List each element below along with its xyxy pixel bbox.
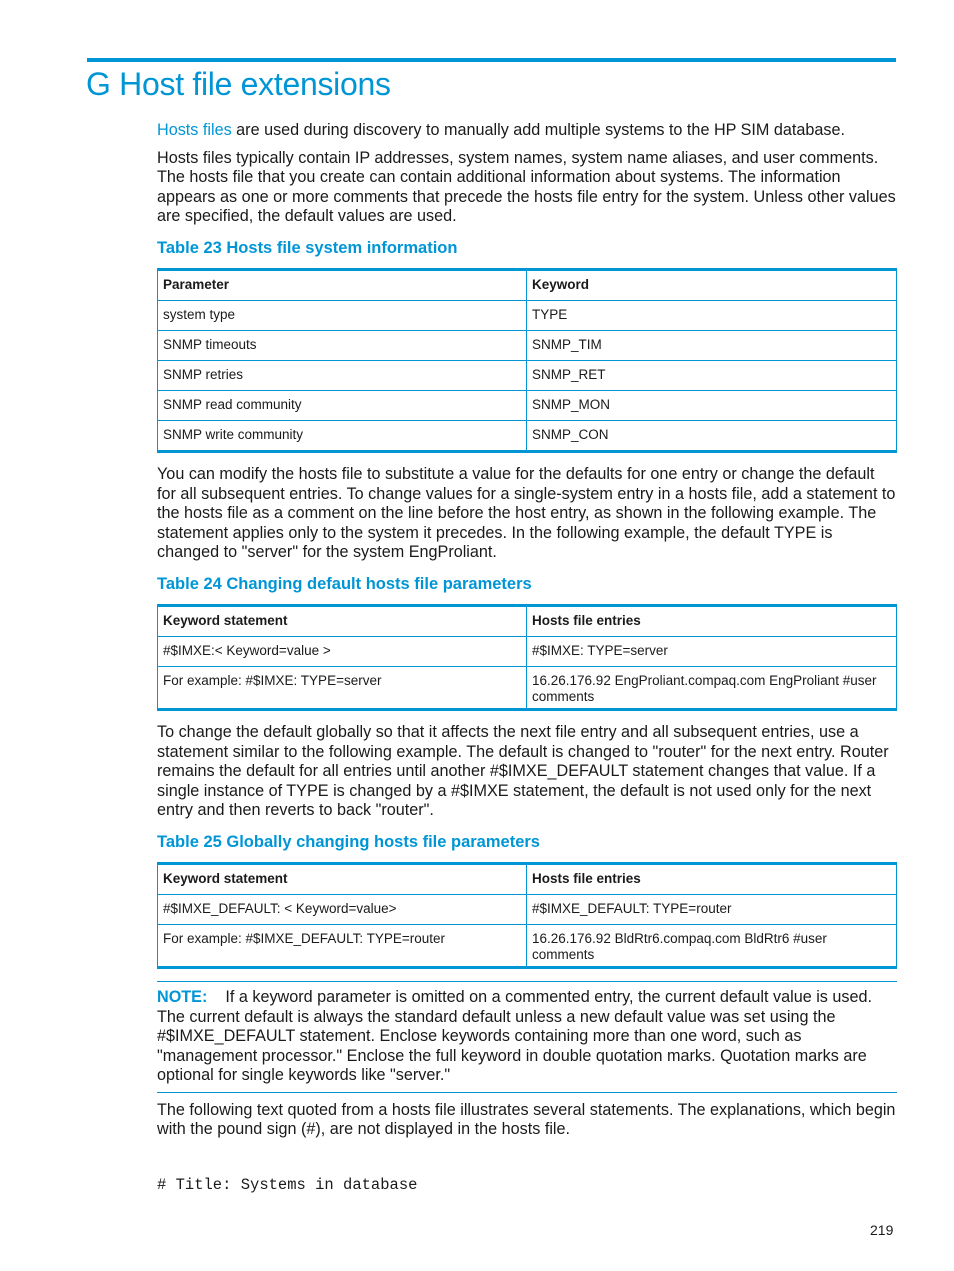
table-23-caption: Table 23 Hosts file system information <box>157 238 458 257</box>
table-header-row <box>158 863 897 894</box>
table-row <box>158 360 897 390</box>
top-rule <box>87 58 896 62</box>
main-content <box>157 121 897 1148</box>
column-header: Keyword <box>527 269 897 300</box>
column-header: Hosts file entries <box>527 863 897 894</box>
table-cell: SNMP read community <box>158 390 527 420</box>
column-header: Keyword statement <box>158 863 527 894</box>
table-24-caption: Table 24 Changing default hosts file parameters <box>157 574 532 593</box>
table-25-caption: Table 25 Globally changing hosts file parameters <box>157 832 540 851</box>
hosts-files-link[interactable]: Hosts files <box>157 121 232 139</box>
paragraph-3: You can modify the hosts file to substitute a value for the defaults for one entry or change the default for all subsequent entries. To change values for a single-system entry in a hosts file, add a statement to the hosts file as a comment on the line before the host entry, as shown in the following example. The statement applies only to the system it precedes. In the following example, the default TYPE is changed to "server" for the system EngProliant. <box>157 464 896 562</box>
column-header: Parameter <box>158 269 527 300</box>
table-cell: SNMP write community <box>158 420 527 451</box>
intro-paragraph-1 <box>157 121 897 141</box>
table-row <box>158 636 897 666</box>
table-cell: SNMP timeouts <box>158 330 527 360</box>
table-header-row <box>158 269 897 300</box>
chapter-title: G Host file extensions <box>86 66 391 102</box>
table-cell: SNMP_TIM <box>527 330 897 360</box>
table-row <box>158 666 897 709</box>
table-header-row <box>158 605 897 636</box>
table-row <box>158 390 897 420</box>
intro-paragraph-2: Hosts files typically contain IP addresses, system names, system name aliases, and user comments. The hosts file that you create can contain additional information about systems. The information appears as one or more comments that precede the hosts file entry for the system. Unless other values are specified, the default values are used. <box>157 148 896 226</box>
table-cell: SNMP_MON <box>527 390 897 420</box>
table-cell: SNMP_CON <box>527 420 897 451</box>
page-number: 219 <box>870 1222 894 1238</box>
column-header: Hosts file entries <box>527 605 897 636</box>
table-cell: system type <box>158 300 527 330</box>
table-cell: For example: #$IMXE_DEFAULT: TYPE=router <box>158 924 527 967</box>
table-row <box>158 924 897 967</box>
note-label: NOTE: <box>157 987 208 1006</box>
paragraph-5: The following text quoted from a hosts file illustrates several statements. The explanations, which begin with the pound sign (#), are not displayed in the hosts file. <box>157 1100 896 1139</box>
code-sample: # Title: Systems in database <box>157 1176 418 1194</box>
table-cell: SNMP_RET <box>527 360 897 390</box>
note-box <box>157 981 897 1093</box>
table-cell: TYPE <box>527 300 897 330</box>
intro-paragraph-1-text: are used during discovery to manually add multiple systems to the HP SIM database. <box>231 121 846 139</box>
table-row <box>158 300 897 330</box>
table-cell: 16.26.176.92 EngProliant.compaq.com EngProliant #user comments <box>527 666 897 709</box>
table-cell: SNMP retries <box>158 360 527 390</box>
table-cell: #$IMXE:< Keyword=value > <box>158 636 527 666</box>
table-23 <box>157 268 897 453</box>
table-cell: #$IMXE_DEFAULT: < Keyword=value> <box>158 894 527 924</box>
table-cell: 16.26.176.92 BldRtr6.compaq.com BldRtr6 #user comments <box>527 924 897 967</box>
table-row <box>158 420 897 451</box>
table-cell: #$IMXE: TYPE=server <box>527 636 897 666</box>
column-header: Keyword statement <box>158 605 527 636</box>
table-24 <box>157 604 897 711</box>
table-cell: For example: #$IMXE: TYPE=server <box>158 666 527 709</box>
paragraph-4: To change the default globally so that it affects the next file entry and all subsequent entries, use a statement similar to the following example. The default is changed to "router" for the next entry. Router remains the default for all entries until another #$IMXE_DEFAULT statement changes that value. If a single instance of TYPE is changed by a #$IMXE statement, the default is not used only for the next entry and then reverts to back "router". <box>157 722 889 820</box>
table-cell: #$IMXE_DEFAULT: TYPE=router <box>527 894 897 924</box>
table-row <box>158 894 897 924</box>
table-25 <box>157 862 897 969</box>
note-paragraph <box>157 988 897 1086</box>
note-text: If a keyword parameter is omitted on a commented entry, the current default value is used. The current default is always the standard default unless a new default value was set using the #$IMXE_DEFAULT statement. Enclose keywords containing more than one word, such as "management processor." Enclose the full keyword in double quotation marks. Quotation marks are optional for single keywords like "server." <box>157 987 872 1085</box>
table-row <box>158 330 897 360</box>
